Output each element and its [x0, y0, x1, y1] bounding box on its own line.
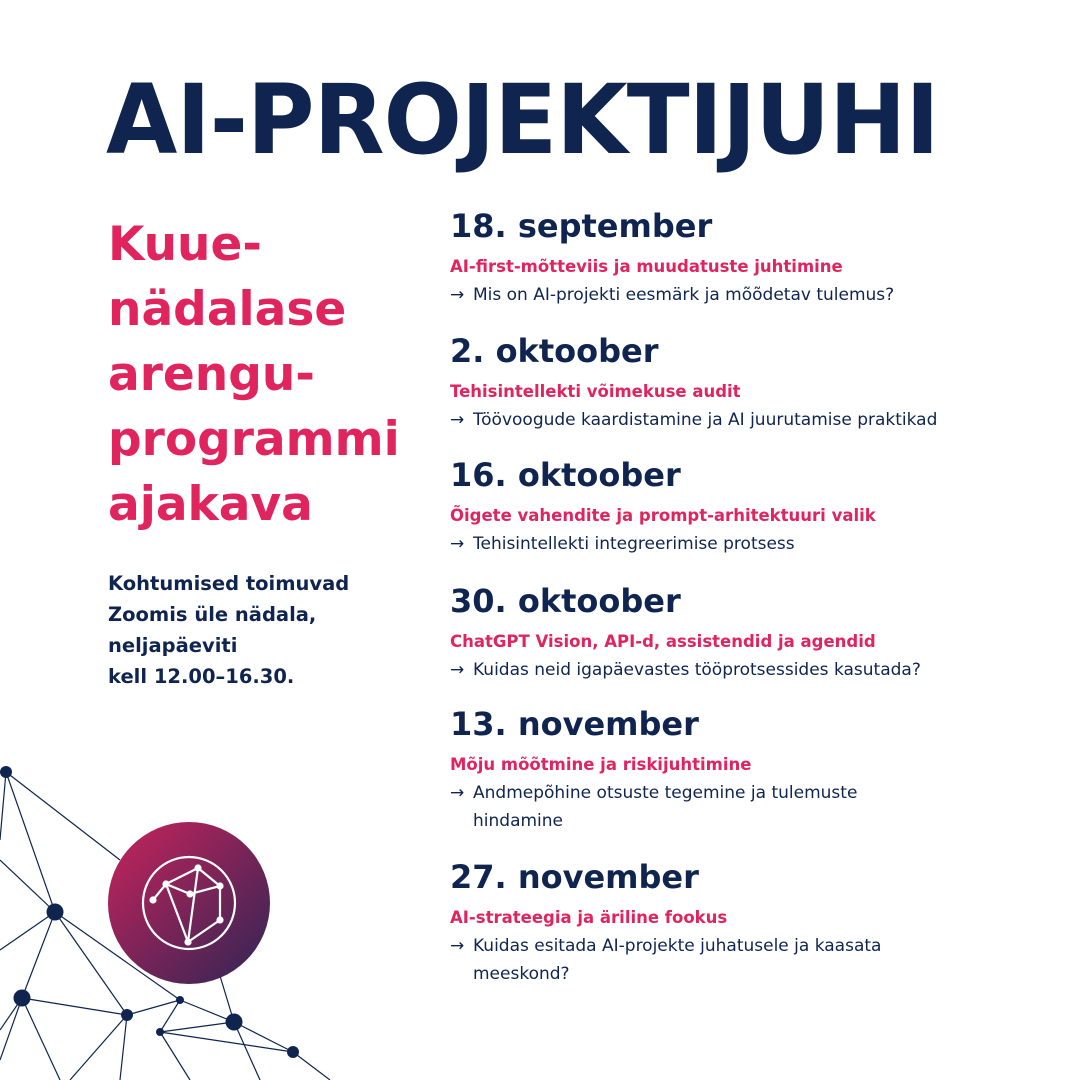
session-description — [450, 932, 1050, 988]
network-logo-icon — [108, 822, 270, 984]
session-date: 16. oktoober — [450, 456, 681, 494]
session-topic: AI-strateegia ja äriline fookus — [450, 908, 728, 927]
arrow-right-icon: → — [450, 783, 465, 803]
schedule-item — [450, 331, 1050, 434]
schedule-item — [450, 455, 1050, 558]
session-date: 27. november — [450, 858, 699, 896]
session-topic: Tehisintellekti võimekuse audit — [450, 382, 741, 401]
session-topic: ChatGPT Vision, API-d, assistendid ja agendid — [450, 632, 876, 651]
session-date: 2. oktoober — [450, 332, 659, 370]
page-title: AI-PROJEKTIJUHI — [106, 64, 939, 176]
arrow-right-icon: → — [450, 285, 465, 305]
session-topic: Mõju mõõtmine ja riskijuhtimine — [450, 755, 752, 774]
arrow-right-icon: → — [450, 936, 465, 956]
schedule-item — [450, 857, 1050, 988]
session-date: 18. september — [450, 207, 713, 245]
session-description — [450, 530, 1050, 558]
session-description-text: Kuidas neid igapäevastes tööprotsessides kasutada? — [473, 660, 921, 680]
session-description — [450, 281, 1050, 309]
session-description-text: Tehisintellekti integreerimise protsess — [473, 534, 795, 554]
session-description-text: Andmepõhine otsuste tegemine ja tulemuste hindamine — [473, 783, 858, 831]
schedule-item — [450, 206, 1050, 309]
session-topic: AI-first-mõtteviis ja muudatuste juhtimine — [450, 257, 843, 276]
program-subtitle: Kuue- nädalase arengu- programmi ajakava — [108, 217, 400, 532]
session-date: 13. november — [450, 705, 699, 743]
meeting-info: Kohtumised toimuvad Zoomis üle nädala, neljapäeviti kell 12.00–16.30. — [108, 572, 350, 688]
session-description — [450, 656, 1050, 684]
session-description — [450, 779, 1050, 835]
session-description-text: Kuidas esitada AI-projekte juhatusele ja kaasata meeskond? — [473, 936, 882, 984]
arrow-right-icon: → — [450, 660, 465, 680]
schedule-item — [450, 704, 1050, 835]
session-description — [450, 406, 1050, 434]
session-date: 30. oktoober — [450, 582, 681, 620]
arrow-right-icon: → — [450, 410, 465, 430]
session-description-text: Töövoogude kaardistamine ja AI juurutamise praktikad — [473, 410, 938, 430]
schedule-item — [450, 581, 1050, 684]
session-description-text: Mis on AI-projekti eesmärk ja mõõdetav tulemus? — [473, 285, 895, 305]
arrow-right-icon: → — [450, 534, 465, 554]
session-topic: Õigete vahendite ja prompt-arhitektuuri valik — [450, 506, 876, 525]
